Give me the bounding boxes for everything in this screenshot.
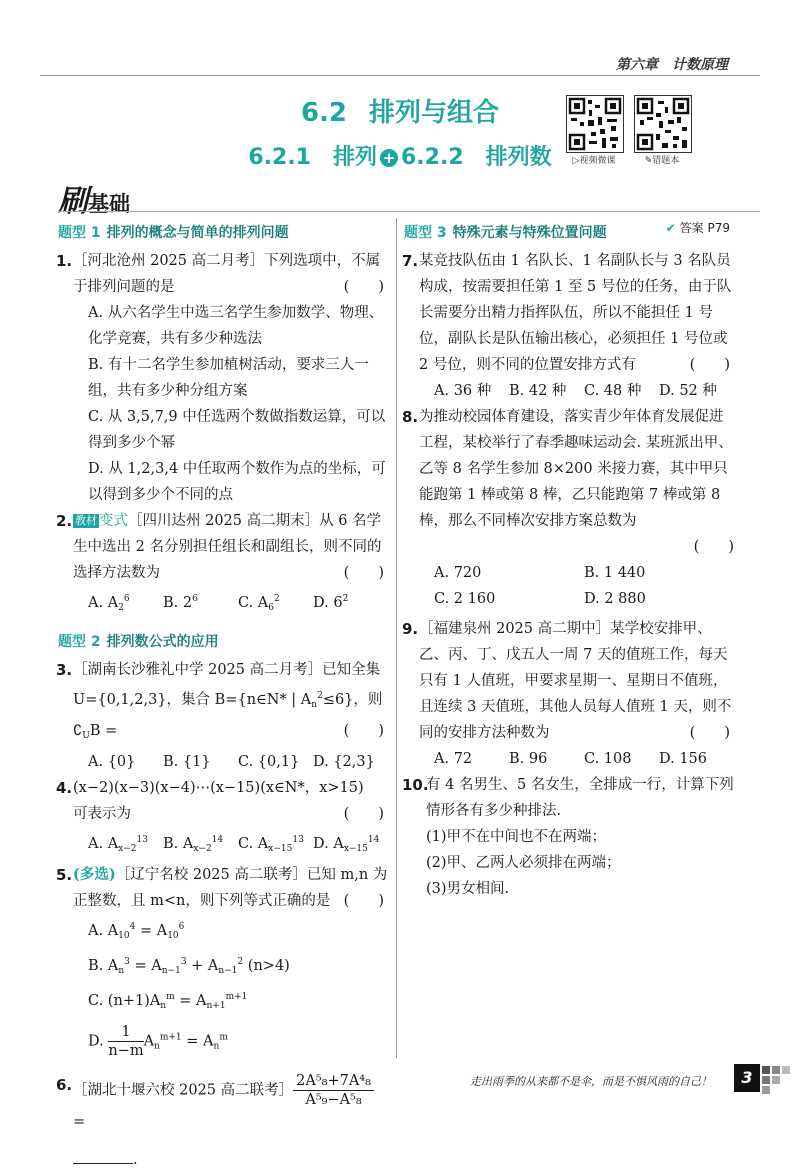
subtitle-text-2: 排列数 xyxy=(485,145,552,170)
option-b-cont: = A xyxy=(129,958,162,974)
answer-blank[interactable]: ( ) xyxy=(689,357,730,373)
option-c[interactable]: C. {0,1} xyxy=(238,754,300,770)
option-c[interactable]: C. 48 种 xyxy=(584,383,642,399)
question-text-cont: 可表示为 xyxy=(73,806,131,822)
superscript: 2 xyxy=(317,691,323,701)
option-a-cont: = A xyxy=(135,923,168,939)
question-10 xyxy=(404,772,734,902)
variant-tag: 变式 xyxy=(99,513,128,529)
topic-text: 排列的概念与简单的排列问题 xyxy=(106,225,289,241)
column-divider xyxy=(396,218,397,1058)
option-d[interactable]: D. 2 880 xyxy=(584,591,646,607)
superscript: 2 xyxy=(237,957,244,967)
question-text: 某竞技队伍由 1 名队长、1 名副队长与 3 名队员构成，按需要担任第 1 至 5 号位的任务，由于队长需要分出精力指挥队伍，所以不能担任 1 号位，副队长是队伍输出核心，必须担任 1 号位或 2 号位，则不同的位置安排方式有 xyxy=(419,253,732,373)
subquestion-2: (2)甲、乙两人必须排在两端； xyxy=(426,855,621,871)
superscript: 13 xyxy=(292,835,304,845)
options-row xyxy=(73,586,388,621)
subquestion-3: (3)男女相间. xyxy=(426,881,510,897)
page-number: 3 xyxy=(734,1064,760,1092)
answer-blank[interactable]: ( ) xyxy=(693,539,734,555)
option-c-text: C. A xyxy=(238,595,269,611)
header-rule xyxy=(40,75,760,76)
question-6 xyxy=(58,1072,388,1173)
numerator: 2A⁵₈+7A⁴₈ xyxy=(293,1072,374,1091)
fraction xyxy=(293,1072,374,1109)
answer-blank[interactable]: ( ) xyxy=(343,806,384,822)
option-a[interactable] xyxy=(88,827,163,862)
equals: = xyxy=(73,1114,86,1130)
superscript: 2 xyxy=(342,594,349,604)
subscript: n xyxy=(118,966,125,976)
topic-heading-1 xyxy=(58,220,388,246)
pencil-icon: ✎ xyxy=(644,156,653,166)
superscript: 14 xyxy=(367,835,380,845)
topic-text: 排列数公式的应用 xyxy=(106,634,219,650)
option-b[interactable] xyxy=(73,949,388,984)
title-text: 排列与组合 xyxy=(369,98,500,128)
option-b[interactable]: B. 有十二名学生参加植树活动，要求三人一组，共有多少种分组方案 xyxy=(88,357,369,399)
subscript: U xyxy=(82,731,90,741)
option-c-text: C. A xyxy=(238,836,269,852)
superscript: 6 xyxy=(178,922,185,932)
question-7 xyxy=(404,248,734,404)
option-b-text: B. A xyxy=(163,836,194,852)
question-number: 3. xyxy=(56,661,73,679)
title-number: 6.2 xyxy=(300,98,348,128)
options-row xyxy=(419,586,734,612)
subscript: 10 xyxy=(118,931,130,941)
question-number: 4. xyxy=(56,779,73,797)
question-text: ［辽宁名校 2025 高二联考］已知 m,n 为正整数，且 m<n，则下列等式正确的是 xyxy=(73,867,388,909)
subscript: n+1 xyxy=(206,1001,226,1011)
option-c[interactable]: C. 2 160 xyxy=(434,591,496,607)
question-number: 1. xyxy=(56,252,73,270)
answer-blank[interactable]: ( ) xyxy=(689,725,730,741)
answer-blank-row xyxy=(419,534,734,560)
option-d-text: D. xyxy=(88,1033,109,1050)
question-8 xyxy=(404,404,734,612)
option-a[interactable]: A. 36 种 xyxy=(434,383,492,399)
option-b-text: B. A xyxy=(88,958,119,974)
topic-label: 题型 3 xyxy=(404,225,447,241)
subquestion-1: (1)甲不在中间也不在两端； xyxy=(426,829,607,845)
question-5 xyxy=(58,862,388,1060)
question-9 xyxy=(404,616,734,772)
qr-code-video[interactable] xyxy=(566,95,624,153)
question-number: 5. xyxy=(56,866,73,884)
topic-label: 题型 1 xyxy=(58,225,101,241)
option-a-text: A. A xyxy=(88,923,119,939)
qr-code-wrongbook[interactable] xyxy=(634,95,692,153)
option-a[interactable] xyxy=(88,586,163,621)
question-text: ［河北沧州 2025 高二月考］下列选项中，不属于排列问题的是 xyxy=(73,253,381,295)
subscript: x−2 xyxy=(193,844,212,854)
question-number: 10. xyxy=(402,776,429,794)
option-b-text: B. 2 xyxy=(163,595,193,611)
subscript: 2 xyxy=(118,603,124,613)
superscript: 4 xyxy=(129,922,136,932)
qr-caption-video: ▷视频微课 xyxy=(572,156,616,166)
complement-symbol: ∁ xyxy=(73,723,83,739)
options-row xyxy=(419,378,734,404)
blank-line[interactable] xyxy=(73,1149,133,1164)
option-a[interactable]: A. 720 xyxy=(434,565,482,581)
question-4 xyxy=(58,775,388,862)
question-1 xyxy=(58,248,388,508)
superscript: 2 xyxy=(274,594,280,604)
section-heading xyxy=(58,176,130,220)
option-a[interactable]: A. 72 xyxy=(434,751,473,767)
subtitle-text-1: 排列 xyxy=(332,145,377,170)
qr-caption-wrongbook-text: 错题本 xyxy=(652,156,680,166)
option-b[interactable]: B. 42 种 xyxy=(509,383,567,399)
question-text: 有 4 名男生、5 名女生，全排成一行，计算下列情形各有多少种排法. xyxy=(426,777,734,819)
topic-text: 特殊元素与特殊位置问题 xyxy=(452,225,607,241)
option-d-cont: = A xyxy=(181,1033,214,1050)
options-row xyxy=(419,746,734,772)
superscript: 6 xyxy=(192,594,198,604)
option-b-cont: (n>4) xyxy=(243,958,290,974)
option-d[interactable] xyxy=(73,1023,388,1060)
corner-decoration xyxy=(760,1064,794,1104)
denominator: A⁵₉−A⁵₈ xyxy=(305,1092,362,1108)
footer-motto: 走出雨季的从来都不是伞，而是不惧风雨的自己！ xyxy=(470,1075,712,1088)
question-number: 8. xyxy=(402,408,419,426)
answer-blank[interactable]: ( ) xyxy=(343,723,384,739)
question-number: 2. xyxy=(56,512,73,530)
superscript: 13 xyxy=(136,835,148,845)
option-d-cont: A xyxy=(143,1033,155,1050)
question-text: 为推动校园体育建设，落实青少年体育发展促进工程，某校举行了春季趣味运动会. 某班派出甲、乙等 8 名学生参加 8×200 米接力赛，其中甲只能跑第 1 棒或第 8 棒，乙只能跑第 7 棒或第 8 棒，那么不同棒次安排方案总数为 xyxy=(419,409,733,529)
option-c[interactable] xyxy=(238,827,313,862)
subscript: n−1 xyxy=(161,966,181,976)
options-row xyxy=(73,749,388,775)
chapter-header: 第六章 计数原理 xyxy=(616,57,728,73)
option-d[interactable]: D. 从 1,2,3,4 中任取两个数作为点的坐标，可以得到多少个不同的点 xyxy=(88,461,386,503)
subscript: n xyxy=(311,700,318,710)
section-icon: 刷 xyxy=(58,184,88,219)
topic-heading-3 xyxy=(404,220,734,246)
subscript: n xyxy=(154,1041,160,1052)
option-c[interactable]: C. 108 xyxy=(584,751,632,767)
option-d[interactable]: D. {2,3} xyxy=(313,754,375,770)
option-d[interactable]: D. 156 xyxy=(659,751,708,767)
superscript: 3 xyxy=(124,957,130,967)
subscript: 6 xyxy=(268,603,275,613)
question-text-cont: B = xyxy=(89,723,118,739)
option-b[interactable]: B. {1} xyxy=(163,754,211,770)
subtitle-number-1: 6.2.1 xyxy=(248,145,311,170)
option-b-cont: + A xyxy=(186,958,219,974)
question-text-cont: ≤6}，则 xyxy=(322,692,383,708)
option-c-cont: = A xyxy=(174,993,207,1009)
option-b[interactable] xyxy=(163,586,238,621)
option-c[interactable] xyxy=(238,586,313,621)
option-d[interactable] xyxy=(313,586,388,621)
superscript: m xyxy=(219,1032,228,1043)
check-icon: ✔ xyxy=(665,221,676,235)
topic-label: 题型 2 xyxy=(58,634,101,650)
topic-heading-2 xyxy=(58,629,388,655)
option-d[interactable] xyxy=(313,827,388,862)
answer-blank[interactable]: ( ) xyxy=(343,279,384,295)
option-a-text: A. A xyxy=(88,836,119,852)
right-column xyxy=(404,220,734,902)
option-b[interactable]: B. 96 xyxy=(509,751,548,767)
subtitle-number-2: 6.2.2 xyxy=(401,145,464,170)
subscript: x−15 xyxy=(343,844,368,854)
multi-select-tag: (多选) xyxy=(73,866,116,883)
subscript: n xyxy=(213,1041,220,1052)
option-c[interactable] xyxy=(73,984,388,1019)
answer-blank[interactable]: ( ) xyxy=(343,893,384,909)
superscript: m+1 xyxy=(159,1032,182,1043)
fraction xyxy=(108,1023,143,1060)
question-3 xyxy=(58,657,388,775)
plus-icon: + xyxy=(380,149,398,167)
question-text: ［福建泉州 2025 高二期中］某学校安排甲、乙、丙、丁、戊五人一周 7 天的值班工作，每天只有 1 人值班，甲要求星期一、星期日不值班，且连续 3 天值班，其他人员每人值班 1 天，则不同的安排方法种数为 xyxy=(419,621,732,741)
left-column xyxy=(58,220,388,1173)
option-d-text: D. A xyxy=(313,836,344,852)
option-a-text: A. A xyxy=(88,595,119,611)
question-2 xyxy=(58,508,388,621)
denominator: n−m xyxy=(108,1043,144,1059)
subscript: n xyxy=(160,1001,167,1011)
option-d-text: D. 6 xyxy=(313,595,343,611)
subscript: n−1 xyxy=(218,966,238,976)
options-row xyxy=(419,560,734,586)
numerator: 1 xyxy=(108,1023,143,1042)
options-row xyxy=(73,827,388,862)
question-text: (x−2)(x−3)(x−4)⋯(x−15)(x∈N*，x>15) xyxy=(73,780,364,796)
question-number: 6. xyxy=(56,1076,73,1094)
superscript: 14 xyxy=(211,835,224,845)
superscript: 3 xyxy=(180,957,187,967)
option-a[interactable]: A. 从六名学生中选三名学生参加数学、物理、化学竞赛，共有多少种选法 xyxy=(88,305,384,347)
option-c-text: C. (n+1)A xyxy=(88,993,161,1009)
period: . xyxy=(133,1152,138,1168)
qr-icon xyxy=(567,96,623,152)
question-text: ［四川达州 2025 高二期末］从 6 名学生中选出 2 名分别担任组长和副组长，则不同的选择方法数为 xyxy=(73,513,382,581)
answer-blank[interactable]: ( ) xyxy=(343,565,384,581)
option-b[interactable] xyxy=(163,827,238,862)
superscript: m+1 xyxy=(225,992,248,1002)
textbook-tag: 教材 xyxy=(75,514,97,527)
option-b[interactable]: B. 1 440 xyxy=(584,565,646,581)
option-c[interactable]: C. 从 3,5,7,9 中任选两个数做指数运算，可以得到多少个幂 xyxy=(88,409,386,451)
subscript: x−2 xyxy=(118,844,137,854)
section-rule xyxy=(58,211,760,212)
question-text: ［湖北十堰六校 2025 高二联考］ xyxy=(73,1082,294,1099)
question-number: 9. xyxy=(402,620,419,638)
question-text: ［湖南长沙雅礼中学 2025 高二月考］已知全集 U={0,1,2,3}，集合 B={n∈N* | A xyxy=(73,662,381,708)
subscript: x−15 xyxy=(268,844,293,854)
answer-label: 答案 P79 xyxy=(679,221,730,235)
subscript: 10 xyxy=(167,931,179,941)
qr-caption-wrongbook xyxy=(631,153,693,166)
fill-blank-line[interactable] xyxy=(73,1147,388,1173)
superscript: 6 xyxy=(123,594,130,604)
option-d[interactable]: D. 52 种 xyxy=(659,383,717,399)
option-a[interactable]: A. {0} xyxy=(88,754,136,770)
qr-icon xyxy=(635,96,691,152)
superscript: m xyxy=(166,992,175,1002)
section-label: 基础 xyxy=(88,192,130,216)
option-a[interactable] xyxy=(73,914,388,949)
question-number: 7. xyxy=(402,252,419,270)
